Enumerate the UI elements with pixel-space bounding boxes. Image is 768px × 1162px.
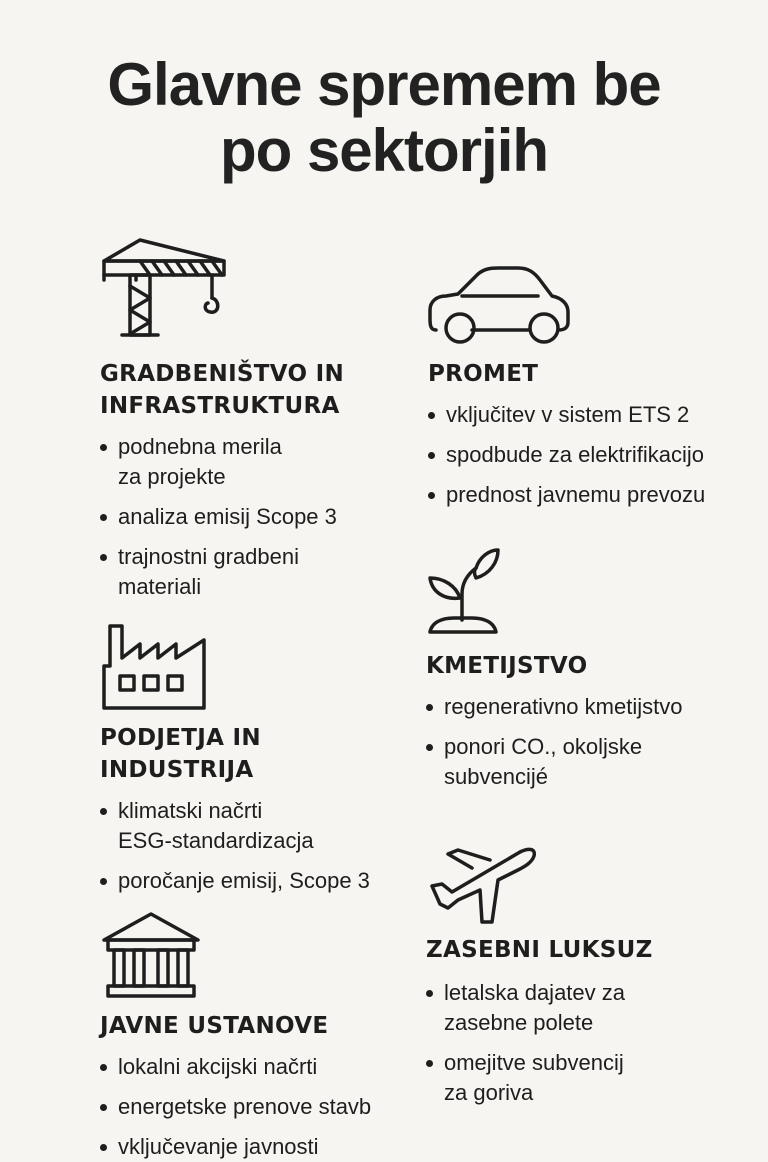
list-item: klimatski načrti ESG-standardizacja bbox=[100, 796, 370, 856]
list-item: analiza emisij Scope 3 bbox=[100, 502, 337, 532]
car-icon bbox=[428, 266, 570, 346]
list-item: regenerativno kmetijstvo bbox=[426, 692, 682, 722]
crane-icon bbox=[100, 236, 228, 340]
industry-bullets bbox=[100, 796, 370, 896]
luxury-bullets bbox=[426, 978, 625, 1108]
list-item: poročanje emisij, Scope 3 bbox=[100, 866, 370, 896]
sector-heading-luxury: ZASEBNI LUKSUZ bbox=[426, 937, 653, 963]
page-title bbox=[0, 52, 768, 184]
sector-heading-agriculture: KMETIJSTVO bbox=[426, 653, 588, 679]
list-item: vključevanje javnosti bbox=[100, 1132, 371, 1162]
list-item: letalska dajatev za zasebne polete bbox=[426, 978, 625, 1038]
sprout-icon bbox=[426, 548, 502, 636]
list-item: lokalni akcijski načrti bbox=[100, 1052, 371, 1082]
page-title-line-1: Glavne spremem be bbox=[107, 51, 661, 118]
construction-bullets bbox=[100, 432, 337, 602]
list-item: podnebna merila za projekte bbox=[100, 432, 337, 492]
list-item: energetske prenove stavb bbox=[100, 1092, 371, 1122]
transport-bullets bbox=[428, 400, 705, 510]
page-title-line-2: po sektorjih bbox=[219, 117, 549, 184]
agriculture-bullets bbox=[426, 692, 682, 792]
airplane-icon bbox=[428, 838, 538, 926]
sector-heading-transport: PROMET bbox=[428, 361, 539, 387]
public-building-icon bbox=[102, 912, 200, 1000]
list-item: prednost javnemu prevozu bbox=[428, 480, 705, 510]
list-item: ponori CO., okoljske subvencijé bbox=[426, 732, 682, 792]
factory-icon bbox=[100, 622, 208, 714]
list-item: vključitev v sistem ETS 2 bbox=[428, 400, 705, 430]
sector-heading-public: JAVNE USTANOVE bbox=[100, 1013, 329, 1039]
list-item: spodbude za elektrifikacijo bbox=[428, 440, 705, 470]
list-item: trajnostni gradbeni materiali bbox=[100, 542, 337, 602]
list-item: omejitve subvencij za goriva bbox=[426, 1048, 625, 1108]
sector-heading-industry: PODJETJA IN INDUSTRIJA bbox=[100, 725, 261, 783]
public-bullets bbox=[100, 1052, 371, 1162]
sector-heading-construction: GRADBENIŠTVO IN INFRASTRUKTURA bbox=[100, 361, 345, 419]
